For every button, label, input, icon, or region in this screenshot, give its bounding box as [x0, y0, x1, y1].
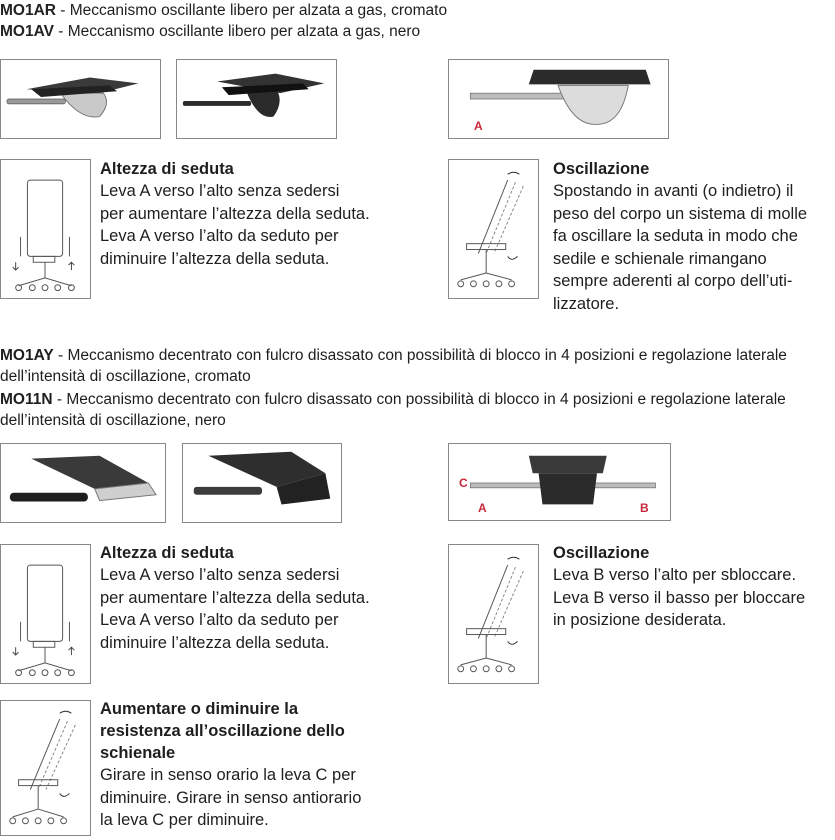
product-code-mo11n: MO11N: [0, 391, 53, 408]
section1-oscillation-block: [553, 158, 807, 315]
product-code-mo1ar: MO1AR: [0, 2, 56, 19]
mechanism-black-image: [176, 59, 337, 139]
product-desc-mo1ar: - Meccanismo oscillante libero per alzata a gas, cromato: [55, 2, 448, 19]
chair-oscillation-diagram-2: [448, 544, 539, 684]
height2-line-3: Leva A verso l’alto da seduto per: [100, 611, 339, 629]
oscillation-line-4: sedile e schienale rimangano: [553, 249, 767, 268]
resistance-title-line-3: schienale: [100, 744, 176, 762]
oscillation2-line-1: Leva B verso l’alto per sbloccare.: [553, 566, 797, 584]
label-lever-c: C: [459, 476, 468, 490]
oscillation2-line-2: Leva B verso il basso per bloccare: [553, 588, 806, 607]
product-desc-mo11n: - Meccanismo decentrato con fulcro disassato con possibilità di blocco in 4 posizioni e regolazione laterale dell’intensità di oscillazione, nero: [0, 391, 786, 429]
label-lever-b: B: [640, 501, 649, 515]
offset-mechanism-black-image: [182, 443, 342, 523]
section1-height-block: [100, 158, 370, 270]
offset-mechanism-chrome-image: [0, 443, 166, 523]
resistance-line-2: diminuire. Girare in senso antiorario: [100, 788, 362, 807]
oscillation-line-6: lizzatore.: [553, 294, 620, 313]
mechanism-chrome-image: [0, 59, 161, 139]
oscillation2-line-3: in posizione desiderata.: [553, 611, 727, 629]
product-desc-mo1av: - Meccanismo oscillante libero per alzata a gas, nero: [53, 23, 421, 40]
oscillation-title-2: Oscillazione: [553, 544, 650, 562]
resistance-line-3: la leva C per diminuire.: [100, 811, 269, 829]
section2-title-line2: [0, 389, 820, 431]
height-line-3: Leva A verso l’alto da seduto per: [100, 227, 339, 245]
height-title-2: Altezza di seduta: [100, 544, 234, 562]
oscillation-line-2: peso del corpo un sistema di molle: [553, 204, 808, 223]
product-desc-mo1ay: - Meccanismo decentrato con fulcro disassato con possibilità di blocco in 4 posizioni e regolazione laterale dell’intensità di oscillazione, cromato: [0, 347, 787, 385]
height-line-2: per aumentare l’altezza della seduta.: [100, 204, 370, 223]
label-lever-a-2: A: [478, 501, 487, 515]
chair-oscillation-diagram: [448, 159, 539, 299]
section2-oscillation-block: [553, 542, 805, 632]
oscillation-line-3: fa oscillare la seduta in modo che: [553, 227, 798, 245]
section1-title-line1: [0, 0, 447, 21]
oscillation-line-5: sempre aderenti al corpo dell’uti-: [553, 272, 793, 290]
oscillation-line-1: Spostando in avanti (o indietro) il: [553, 182, 794, 200]
section1-title-line2: [0, 21, 420, 42]
resistance-title-line-2: resistenza all’oscillazione dello: [100, 722, 345, 740]
product-code-mo1av: MO1AV: [0, 23, 54, 40]
oscillation-title: Oscillazione: [553, 160, 650, 178]
section2-height-block: [100, 542, 370, 654]
product-code-mo1ay: MO1AY: [0, 347, 54, 364]
chair-resistance-diagram: [0, 700, 91, 836]
height2-line-1: Leva A verso l’alto senza sedersi: [100, 566, 340, 584]
height-line-4: diminuire l’altezza della seduta.: [100, 249, 330, 268]
label-lever-a: A: [474, 119, 483, 133]
resistance-line-1: Girare in senso orario la leva C per: [100, 766, 356, 784]
resistance-title-line-1: Aumentare o diminuire la: [100, 700, 299, 718]
chair-height-diagram-2: [0, 544, 91, 684]
height-line-1: Leva A verso l’alto senza sedersi: [100, 182, 340, 200]
height2-line-4: diminuire l’altezza della seduta.: [100, 633, 330, 652]
height-title: Altezza di seduta: [100, 160, 234, 178]
chair-height-diagram: [0, 159, 91, 299]
section2-title-line1: [0, 345, 820, 387]
section2-resistance-block: [100, 698, 361, 832]
height2-line-2: per aumentare l’altezza della seduta.: [100, 588, 370, 607]
